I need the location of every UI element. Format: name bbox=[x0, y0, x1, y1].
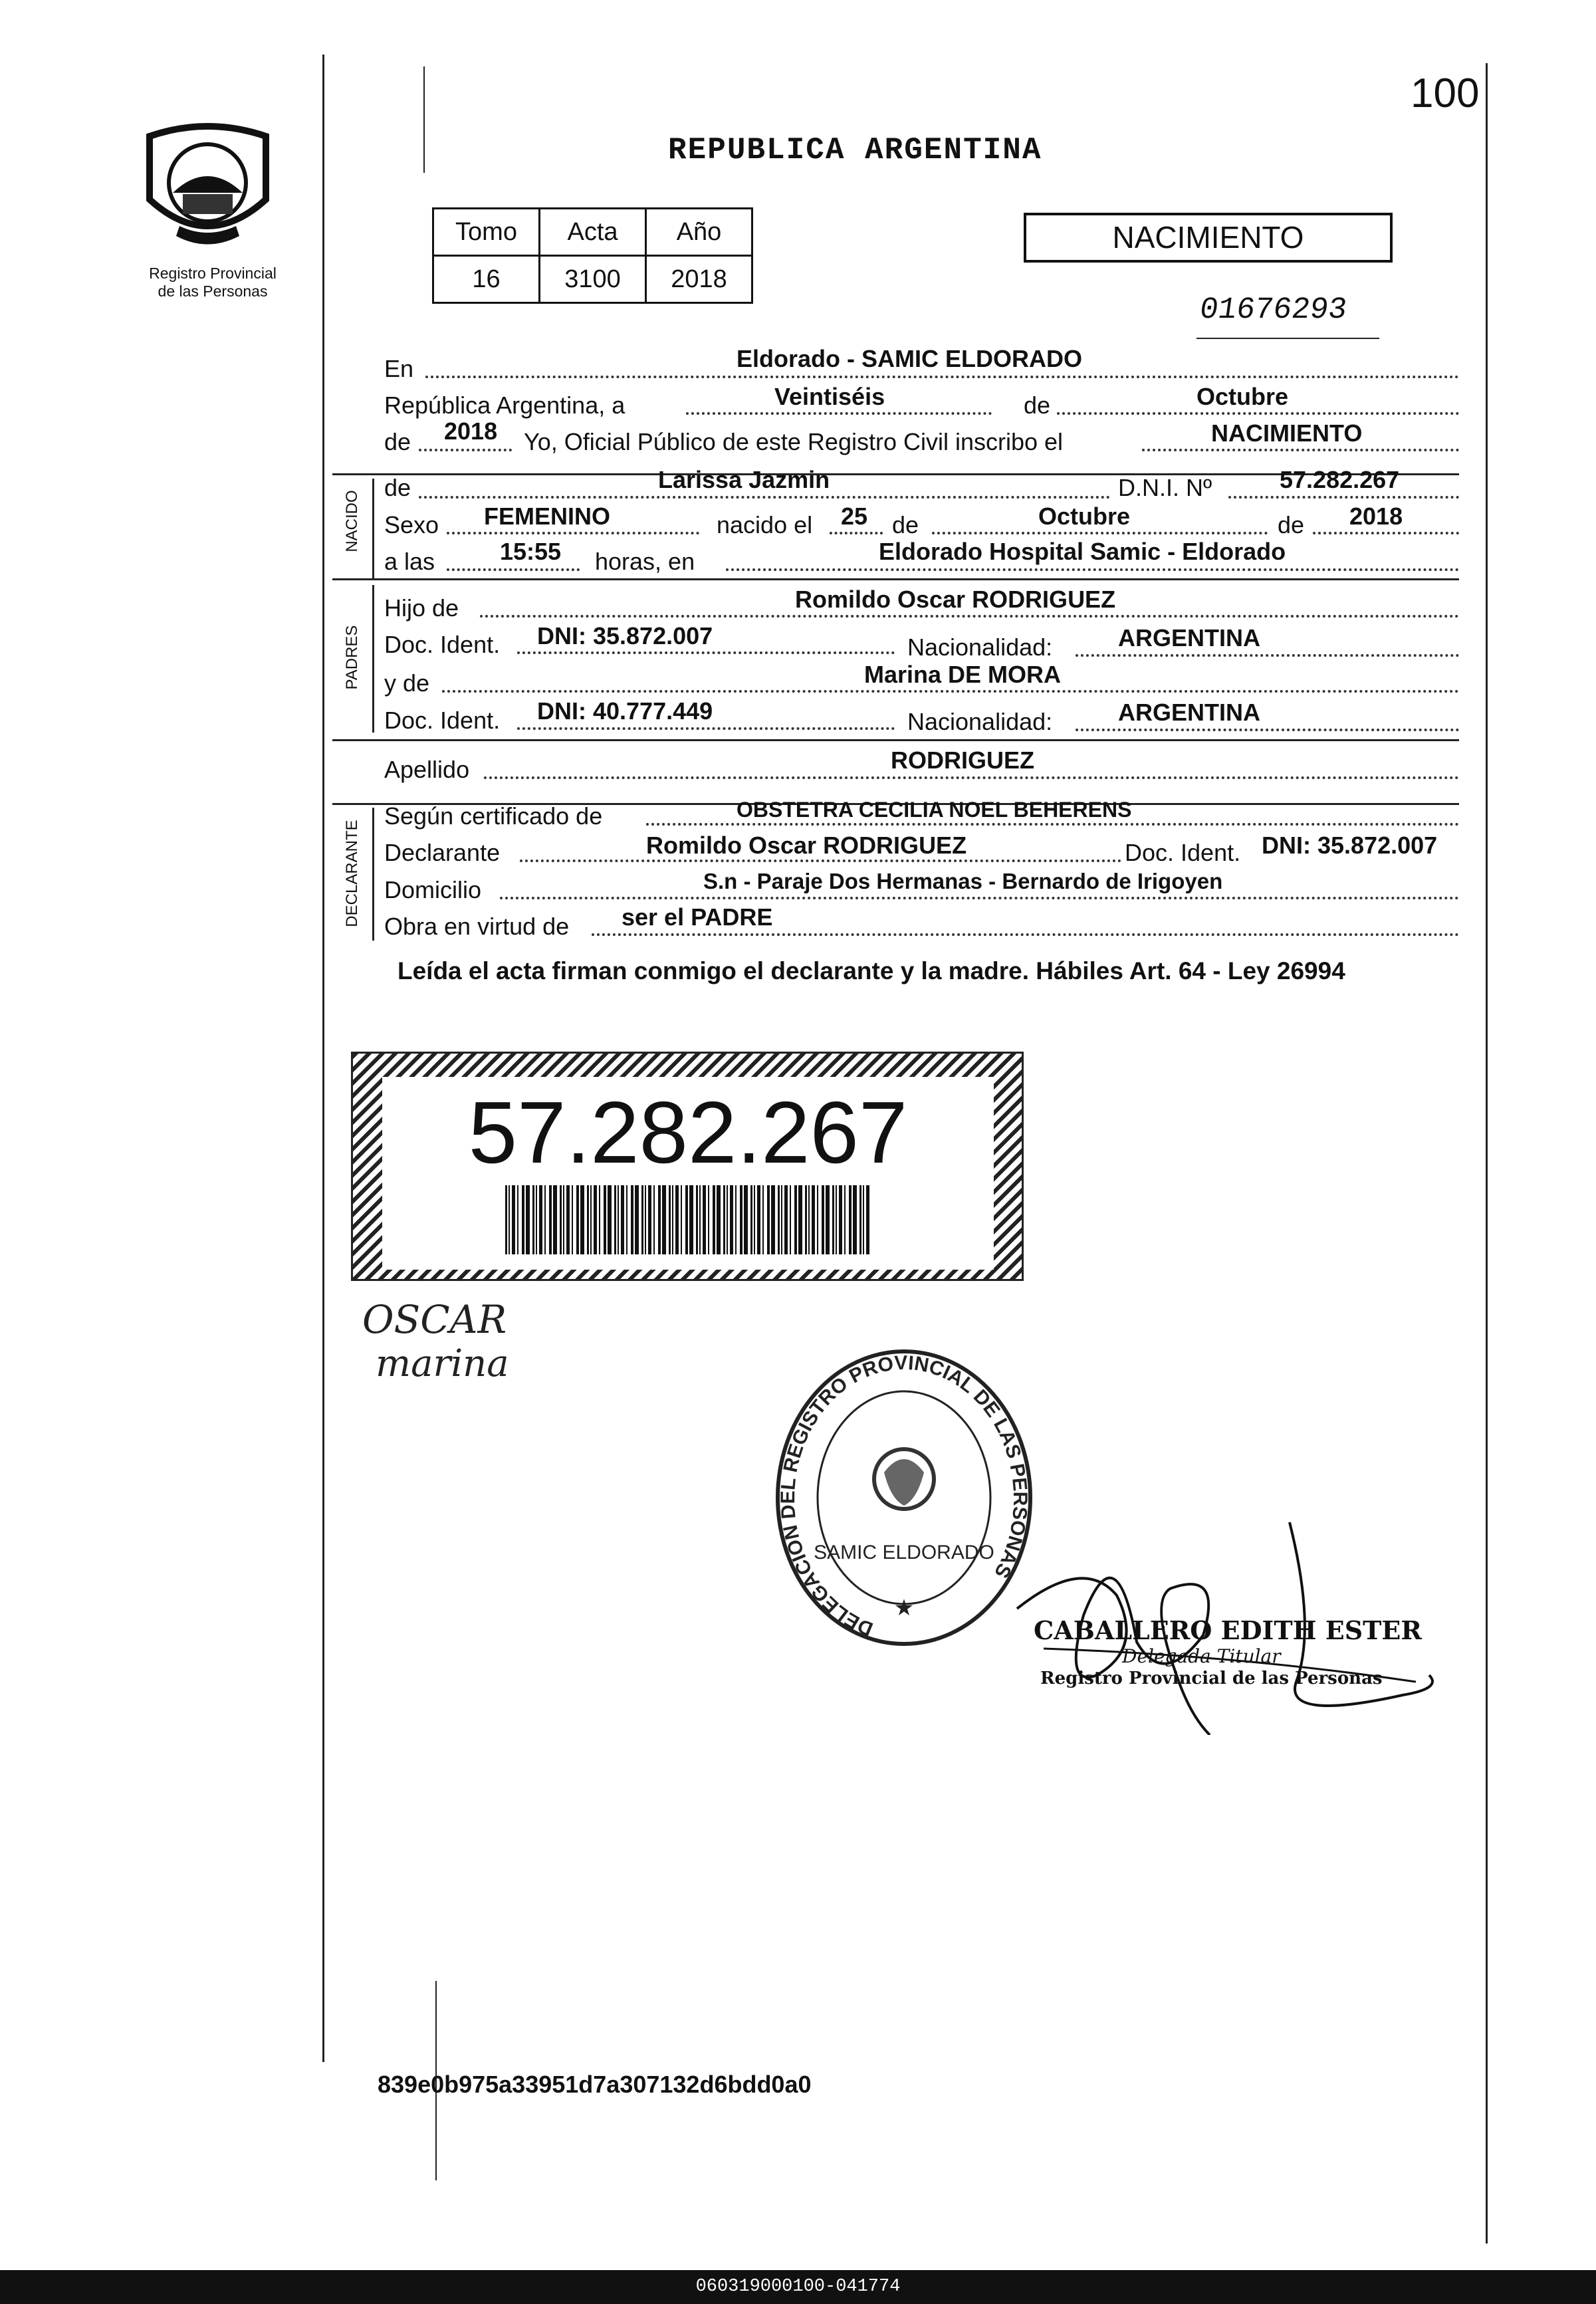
dots-birth-year bbox=[1313, 532, 1459, 534]
barcode-bar bbox=[767, 1185, 770, 1254]
registry-value-acta: 3100 bbox=[540, 256, 646, 303]
barcode-bar bbox=[509, 1185, 510, 1254]
barcode-bar bbox=[590, 1185, 592, 1254]
dni-barcode bbox=[505, 1185, 875, 1254]
barcode-bar bbox=[576, 1185, 579, 1254]
padres-bracket bbox=[372, 585, 374, 733]
label-y-de: y de bbox=[384, 669, 430, 697]
barcode-bar bbox=[658, 1185, 661, 1254]
registry-header-acta: Acta bbox=[540, 209, 646, 256]
barcode-bar bbox=[696, 1185, 698, 1254]
barcode-bar bbox=[790, 1185, 791, 1254]
value-birth-day: 25 bbox=[841, 503, 868, 530]
barcode-bar bbox=[784, 1185, 788, 1254]
label-dni: D.N.I. Nº bbox=[1118, 474, 1212, 501]
barcode-bar bbox=[817, 1185, 818, 1254]
barcode-bar bbox=[672, 1185, 673, 1254]
barcode-bar bbox=[648, 1185, 651, 1254]
barcode-bar bbox=[669, 1185, 671, 1254]
handwritten-signatures bbox=[356, 1296, 542, 1393]
value-nombre: Larissa Jazmin bbox=[658, 466, 830, 493]
barcode-bar bbox=[836, 1185, 837, 1254]
province-seal-logo bbox=[136, 120, 279, 253]
label-de-birth-year: de bbox=[1278, 511, 1305, 538]
barcode-bar bbox=[512, 1185, 515, 1254]
label-domicilio: Domicilio bbox=[384, 876, 482, 903]
barcode-bar bbox=[604, 1185, 606, 1254]
barcode-bar bbox=[587, 1185, 589, 1254]
barcode-bar bbox=[675, 1185, 679, 1254]
barcode-bar bbox=[805, 1185, 807, 1254]
barcode-bar bbox=[778, 1185, 780, 1254]
dots-apellido bbox=[484, 776, 1459, 779]
value-padre: Romildo Oscar RODRIGUEZ bbox=[795, 586, 1116, 613]
barcode-bar bbox=[608, 1185, 612, 1254]
barcode-bar bbox=[853, 1185, 857, 1254]
barcode-bar bbox=[517, 1185, 518, 1254]
dots-inscribo bbox=[1142, 449, 1459, 451]
label-nombre: de bbox=[384, 474, 411, 501]
barcode-bar bbox=[626, 1185, 627, 1254]
value-dni: 57.282.267 bbox=[1280, 466, 1400, 493]
side-label-nacido: NACIDO bbox=[343, 490, 361, 552]
signature-marina: marina bbox=[376, 1342, 509, 1385]
label-declarante-doc: Doc. Ident. bbox=[1125, 839, 1241, 866]
value-hora: 15:55 bbox=[500, 538, 562, 565]
dots-hora bbox=[447, 568, 580, 571]
section-sep-padres bbox=[332, 578, 1459, 580]
barcode-bar bbox=[631, 1185, 633, 1254]
right-margin-line bbox=[1486, 63, 1488, 2244]
dots-madre bbox=[442, 690, 1459, 693]
dni-card-number: 57.282.267 bbox=[468, 1084, 908, 1181]
value-padre-doc: DNI: 35.872.007 bbox=[537, 622, 713, 649]
barcode-bar bbox=[723, 1185, 725, 1254]
svg-text:SAMIC ELDORADO: SAMIC ELDORADO bbox=[814, 1542, 994, 1563]
dots-domicilio bbox=[500, 897, 1459, 899]
dots-birth-day bbox=[830, 532, 883, 534]
registry-value-anio: 2018 bbox=[646, 256, 752, 303]
barcode-bar bbox=[594, 1185, 597, 1254]
value-declarante: Romildo Oscar RODRIGUEZ bbox=[646, 832, 967, 859]
serial-underline bbox=[1197, 338, 1379, 339]
value-madre: Marina DE MORA bbox=[864, 661, 1062, 688]
dots-lugar bbox=[726, 568, 1459, 571]
barcode-bar bbox=[560, 1185, 562, 1254]
barcode-bar bbox=[621, 1185, 624, 1254]
label-en: En bbox=[384, 355, 414, 382]
value-day-words: Veintiséis bbox=[774, 383, 885, 410]
registry-header-tomo: Tomo bbox=[433, 209, 540, 256]
label-horas-en: horas, en bbox=[595, 548, 695, 575]
official-role: Delegada Titular bbox=[1122, 1645, 1281, 1667]
barcode-bar bbox=[532, 1185, 534, 1254]
label-de-birth-month: de bbox=[892, 511, 919, 538]
barcode-bar bbox=[730, 1185, 733, 1254]
barcode-bar bbox=[866, 1185, 869, 1254]
section-sep-padres-end bbox=[332, 739, 1459, 741]
barcode-bar bbox=[539, 1185, 542, 1254]
barcode-bar bbox=[849, 1185, 852, 1254]
barcode-bar bbox=[522, 1185, 524, 1254]
barcode-bar bbox=[505, 1185, 507, 1254]
side-label-padres: PADRES bbox=[343, 625, 361, 690]
barcode-bar bbox=[808, 1185, 810, 1254]
barcode-bar bbox=[771, 1185, 775, 1254]
label-de-month: de bbox=[1024, 392, 1051, 419]
dots-birth-month bbox=[932, 532, 1268, 534]
official-stamp bbox=[771, 1346, 1037, 1649]
label-hijo-de: Hijo de bbox=[384, 594, 459, 622]
dots-obra bbox=[592, 933, 1459, 936]
side-label-declarante: DECLARANTE bbox=[343, 820, 361, 927]
barcode-bar bbox=[635, 1185, 639, 1254]
value-inscribo: NACIMIENTO bbox=[1211, 419, 1363, 447]
barcode-bar bbox=[826, 1185, 830, 1254]
barcode-bar bbox=[754, 1185, 755, 1254]
footer-code: 060319000100-041774 bbox=[0, 2270, 1596, 2304]
logo-caption-line2: de las Personas bbox=[158, 283, 268, 300]
barcode-bar bbox=[750, 1185, 752, 1254]
dots-year bbox=[419, 449, 512, 451]
barcode-bar bbox=[641, 1185, 643, 1254]
value-padre-nac: ARGENTINA bbox=[1118, 624, 1260, 651]
label-doc-padre: Doc. Ident. bbox=[384, 631, 501, 658]
barcode-bar bbox=[794, 1185, 797, 1254]
barcode-bar bbox=[645, 1185, 646, 1254]
value-declarante-doc: DNI: 35.872.007 bbox=[1262, 832, 1438, 859]
value-apellido: RODRIGUEZ bbox=[891, 747, 1034, 774]
barcode-bar bbox=[798, 1185, 802, 1254]
barcode-bar bbox=[572, 1185, 573, 1254]
barcode-bar bbox=[653, 1185, 655, 1254]
dots-madre-doc bbox=[517, 727, 895, 730]
label-certificado: Según certificado de bbox=[384, 802, 603, 830]
registry-table bbox=[432, 207, 753, 304]
svg-text:DELEGACION DEL REGISTRO PROVIN: DELEGACION DEL REGISTRO PROVINCIAL DE LAS PERSONAS bbox=[776, 1351, 1032, 1641]
barcode-bar bbox=[717, 1185, 721, 1254]
label-nac-madre: Nacionalidad: bbox=[907, 708, 1053, 735]
dots-day bbox=[686, 412, 992, 415]
barcode-bar bbox=[563, 1185, 564, 1254]
barcode-bar bbox=[735, 1185, 737, 1254]
dots-dni bbox=[1228, 496, 1459, 499]
barcode-bar bbox=[553, 1185, 557, 1254]
barcode-bar bbox=[757, 1185, 760, 1254]
barcode-bar bbox=[844, 1185, 846, 1254]
barcode-bar bbox=[580, 1185, 584, 1254]
barcode-bar bbox=[727, 1185, 728, 1254]
signature-oscar: OSCAR bbox=[362, 1297, 507, 1342]
barcode-bar bbox=[713, 1185, 715, 1254]
logo-caption-line1: Registro Provincial bbox=[149, 265, 277, 282]
value-madre-doc: DNI: 40.777.449 bbox=[537, 697, 713, 725]
official-office: Registro Provincial de las Personas bbox=[1040, 1669, 1383, 1688]
fold-mark-top bbox=[423, 66, 425, 173]
barcode-bar bbox=[812, 1185, 815, 1254]
document-title: REPUBLICA ARGENTINA bbox=[668, 133, 1042, 168]
label-sexo: Sexo bbox=[384, 511, 439, 538]
barcode-bar bbox=[699, 1185, 701, 1254]
value-month: Octubre bbox=[1197, 383, 1289, 410]
value-en: Eldorado - SAMIC ELDORADO bbox=[737, 345, 1082, 372]
barcode-bar bbox=[744, 1185, 748, 1254]
barcode-bar bbox=[822, 1185, 824, 1254]
barcode-bar bbox=[618, 1185, 619, 1254]
value-year: 2018 bbox=[444, 417, 498, 445]
value-certificado: OBSTETRA CECILIA NOEL BEHERENS bbox=[737, 798, 1132, 822]
barcode-bar bbox=[863, 1185, 864, 1254]
dots-en bbox=[425, 376, 1459, 378]
barcode-bar bbox=[762, 1185, 764, 1254]
barcode-bar bbox=[599, 1185, 600, 1254]
logo-caption bbox=[116, 265, 309, 300]
closing-statement: Leída el acta firman conmigo el declarante y la madre. Hábiles Art. 64 - Ley 26994 bbox=[398, 957, 1345, 984]
dots-sexo bbox=[447, 532, 699, 534]
barcode-bar bbox=[614, 1185, 616, 1254]
registry-value-tomo: 16 bbox=[433, 256, 540, 303]
left-margin-line bbox=[322, 55, 324, 2062]
barcode-bar bbox=[566, 1185, 570, 1254]
label-declarante: Declarante bbox=[384, 839, 501, 866]
barcode-bar bbox=[708, 1185, 709, 1254]
barcode-bar bbox=[526, 1185, 530, 1254]
barcode-bar bbox=[544, 1185, 546, 1254]
label-nacido-el: nacido el bbox=[717, 511, 813, 538]
barcode-bar bbox=[740, 1185, 742, 1254]
barcode-bar bbox=[703, 1185, 706, 1254]
barcode-bar bbox=[839, 1185, 842, 1254]
barcode-bar bbox=[859, 1185, 861, 1254]
value-obra: ser el PADRE bbox=[622, 903, 773, 931]
dots-padre-nac bbox=[1076, 654, 1459, 657]
dots-padre bbox=[480, 615, 1459, 618]
value-lugar: Eldorado Hospital Samic - Eldorado bbox=[879, 538, 1286, 565]
nacido-bracket bbox=[372, 479, 374, 578]
dots-padre-doc bbox=[517, 651, 895, 654]
value-madre-nac: ARGENTINA bbox=[1118, 699, 1260, 726]
barcode-bar bbox=[681, 1185, 682, 1254]
barcode-bar bbox=[689, 1185, 693, 1254]
label-obra: Obra en virtud de bbox=[384, 913, 570, 940]
barcode-bar bbox=[536, 1185, 537, 1254]
dots-madre-nac bbox=[1076, 729, 1459, 731]
official-name: CABALLERO EDITH ESTER bbox=[1034, 1615, 1422, 1645]
barcode-bar bbox=[662, 1185, 666, 1254]
barcode-bar bbox=[685, 1185, 688, 1254]
label-nac-padre: Nacionalidad: bbox=[907, 634, 1053, 661]
label-a-las: a las bbox=[384, 548, 435, 575]
registry-header-anio: Año bbox=[646, 209, 752, 256]
declarante-bracket bbox=[372, 808, 374, 941]
value-birth-month: Octubre bbox=[1038, 503, 1131, 530]
dots-nombre bbox=[419, 496, 1110, 499]
label-doc-madre: Doc. Ident. bbox=[384, 707, 501, 734]
text-inscribo: Yo, Oficial Público de este Registro Civil inscribo el bbox=[524, 428, 1064, 455]
serial-number: 01676293 bbox=[1197, 292, 1349, 327]
value-domicilio: S.n - Paraje Dos Hermanas - Bernardo de Irigoyen bbox=[703, 869, 1223, 893]
label-apellido: Apellido bbox=[384, 756, 470, 783]
document-hash: 839e0b975a33951d7a307132d6bdd0a0 bbox=[378, 2071, 812, 2098]
label-republica: República Argentina, a bbox=[384, 392, 626, 419]
barcode-bar bbox=[832, 1185, 834, 1254]
value-sexo: FEMENINO bbox=[484, 503, 611, 530]
page-number: 100 bbox=[1411, 70, 1480, 116]
svg-text:★: ★ bbox=[893, 1595, 915, 1621]
label-year-prefix: de bbox=[384, 428, 411, 455]
act-type-box: NACIMIENTO bbox=[1024, 213, 1393, 263]
dots-month bbox=[1057, 412, 1459, 415]
value-birth-year: 2018 bbox=[1349, 503, 1403, 530]
barcode-bar bbox=[549, 1185, 552, 1254]
barcode-bar bbox=[781, 1185, 782, 1254]
